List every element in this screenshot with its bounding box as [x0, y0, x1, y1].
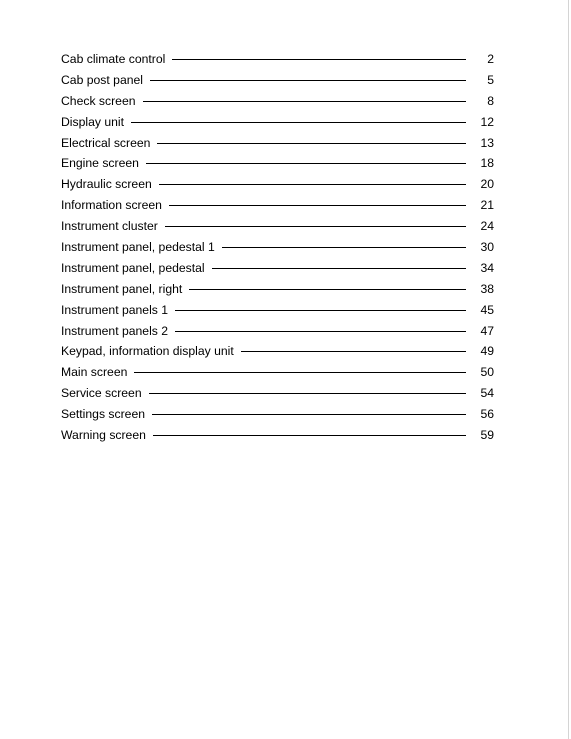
toc-entry-page-number[interactable]: 12: [480, 114, 494, 129]
toc-entry-page-number[interactable]: 5: [487, 72, 494, 87]
toc-entry-page-number[interactable]: 18: [480, 156, 494, 171]
toc-entry[interactable]: [61, 258, 494, 279]
toc-entry[interactable]: [61, 133, 494, 154]
toc-leader-line: [143, 101, 466, 102]
toc-entry[interactable]: [61, 112, 494, 133]
toc-entry[interactable]: [61, 404, 494, 425]
toc-leader-line: [152, 414, 466, 415]
toc-leader-line: [153, 435, 466, 436]
toc-entry[interactable]: [61, 341, 494, 362]
toc-entry-page-number[interactable]: 21: [480, 198, 494, 213]
toc-leader-line: [189, 289, 466, 290]
toc-entry-page-number[interactable]: 38: [480, 281, 494, 296]
toc-entry-page-number[interactable]: 47: [480, 323, 494, 338]
toc-entry-page-number[interactable]: 20: [480, 177, 494, 192]
toc-leader-line: [175, 331, 466, 332]
toc-entry-page-number[interactable]: 30: [480, 240, 494, 255]
toc-entry-title[interactable]: Electrical screen: [61, 135, 151, 150]
toc-entry-title[interactable]: Instrument panels 1: [61, 302, 169, 317]
toc-entry-title[interactable]: Engine screen: [61, 156, 139, 171]
toc-entry-page-number[interactable]: 8: [487, 93, 494, 108]
toc-entry[interactable]: [61, 91, 494, 112]
toc-entry[interactable]: [61, 300, 494, 321]
toc-leader-line: [165, 226, 466, 227]
toc-entry-page-number[interactable]: 59: [480, 428, 494, 443]
toc-entry-title[interactable]: Information screen: [61, 198, 162, 213]
toc-entry[interactable]: [61, 49, 494, 70]
toc-entry-title[interactable]: Display unit: [61, 114, 124, 129]
toc-entry-page-number[interactable]: 50: [480, 365, 494, 380]
toc-leader-line: [131, 122, 466, 123]
toc-entry-page-number[interactable]: 24: [480, 219, 494, 234]
toc-entry-title[interactable]: Instrument panel, right: [61, 281, 183, 296]
toc-entry-title[interactable]: Hydraulic screen: [61, 177, 152, 192]
toc-entry-title[interactable]: Instrument cluster: [61, 219, 158, 234]
toc-leader-line: [134, 372, 466, 373]
toc-entry[interactable]: [61, 321, 494, 342]
toc-leader-line: [146, 163, 466, 164]
toc-leader-line: [241, 351, 466, 352]
toc-entry-page-number[interactable]: 56: [480, 407, 494, 422]
toc-leader-line: [212, 268, 466, 269]
toc-entry[interactable]: [61, 362, 494, 383]
toc-entry-title[interactable]: Keypad, information display unit: [61, 344, 234, 359]
toc-entry[interactable]: [61, 279, 494, 300]
toc-entry-title[interactable]: Instrument panel, pedestal: [61, 260, 205, 275]
toc-entry-page-number[interactable]: 45: [480, 302, 494, 317]
toc-entry[interactable]: [61, 70, 494, 91]
toc-entry-page-number[interactable]: 34: [480, 260, 494, 275]
toc-entry[interactable]: [61, 174, 494, 195]
toc-entry[interactable]: [61, 425, 494, 446]
table-of-contents: [61, 49, 494, 446]
toc-entry-page-number[interactable]: 54: [480, 386, 494, 401]
toc-leader-line: [175, 310, 466, 311]
toc-entry-page-number[interactable]: 49: [480, 344, 494, 359]
toc-entry-title[interactable]: Instrument panels 2: [61, 323, 169, 338]
toc-leader-line: [150, 80, 466, 81]
toc-leader-line: [149, 393, 466, 394]
toc-leader-line: [222, 247, 466, 248]
toc-entry-title[interactable]: Cab post panel: [61, 72, 143, 87]
toc-entry[interactable]: [61, 195, 494, 216]
toc-entry[interactable]: [61, 216, 494, 237]
toc-entry-title[interactable]: Settings screen: [61, 407, 146, 422]
toc-entry-title[interactable]: Main screen: [61, 365, 128, 380]
toc-entry[interactable]: [61, 153, 494, 174]
toc-entry-title[interactable]: Instrument panel, pedestal 1: [61, 240, 215, 255]
toc-entry-title[interactable]: Service screen: [61, 386, 142, 401]
toc-leader-line: [172, 59, 466, 60]
toc-entry-title[interactable]: Cab climate control: [61, 52, 166, 66]
page-edge: [568, 0, 569, 739]
toc-entry[interactable]: [61, 383, 494, 404]
toc-leader-line: [157, 143, 466, 144]
toc-entry-title[interactable]: Check screen: [61, 93, 136, 108]
toc-entry[interactable]: [61, 237, 494, 258]
toc-leader-line: [169, 205, 466, 206]
toc-entry-page-number[interactable]: 2: [487, 52, 494, 66]
toc-entry-page-number[interactable]: 13: [480, 135, 494, 150]
toc-leader-line: [159, 184, 466, 185]
toc-entry-title[interactable]: Warning screen: [61, 428, 146, 443]
